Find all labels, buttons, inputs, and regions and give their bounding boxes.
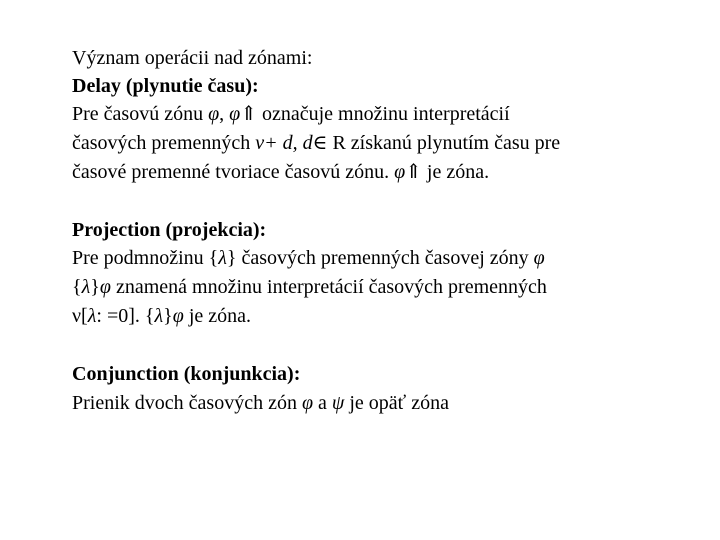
projection-text: } <box>90 276 100 298</box>
conjunction-heading: Conjunction (konjunkcia): <box>72 363 301 385</box>
phi-symbol: φ <box>172 305 184 327</box>
lambda-symbol: λ <box>218 247 227 269</box>
projection-text: Pre podmnožinu { <box>72 247 219 269</box>
conjunction-text: Prienik dvoch časových zón <box>72 392 302 414</box>
delay-text: R získanú plynutím času pre <box>327 132 561 154</box>
phi-up-symbol: φ⇑ <box>229 103 257 125</box>
lambda-symbol: λ <box>87 305 97 327</box>
delay-line-2 <box>72 131 560 155</box>
projection-text: znamená množinu interpretácií časových premenných <box>110 276 547 298</box>
projection-text: } časových premenných časovej zóny <box>226 247 534 269</box>
delay-text: je zóna. <box>421 161 490 183</box>
projection-text: : =0]. { <box>96 305 155 327</box>
nu-d-expression: ν+ d, d∈ <box>255 132 328 154</box>
projection-line-1 <box>72 246 545 270</box>
conjunction-text: a <box>313 392 332 414</box>
lambda-symbol: λ <box>154 305 164 327</box>
projection-text: je zóna. <box>183 305 252 327</box>
delay-text: , <box>219 103 230 125</box>
phi-symbol: φ <box>301 392 314 414</box>
intro-text: Význam operácii nad zónami: <box>72 47 313 69</box>
phi-symbol: φ <box>533 247 545 269</box>
delay-line-3 <box>72 160 489 184</box>
delay-text: označuje množinu interpretácií <box>256 103 510 125</box>
intro-line <box>72 46 312 70</box>
phi-symbol: φ <box>208 103 220 125</box>
conjunction-text: je opäť zóna <box>344 392 449 414</box>
projection-line-3 <box>72 304 251 328</box>
nu-symbol: ν <box>72 305 82 327</box>
projection-text: { <box>72 276 82 298</box>
delay-line-1 <box>72 102 510 126</box>
projection-text: [ <box>81 305 88 327</box>
conjunction-line-1 <box>72 391 449 415</box>
delay-heading: Delay (plynutie času): <box>72 75 259 97</box>
projection-heading: Projection (projekcia): <box>72 219 267 241</box>
phi-symbol: φ <box>99 276 111 298</box>
delay-text: Pre časovú zónu <box>72 103 209 125</box>
projection-text: } <box>163 305 173 327</box>
phi-up-symbol: φ⇑ <box>394 161 422 183</box>
delay-text: časových premenných <box>72 132 256 154</box>
psi-symbol: ψ <box>331 392 345 414</box>
delay-text: časové premenné tvoriace časovú zónu. <box>72 161 395 183</box>
projection-line-2 <box>72 275 547 299</box>
lambda-symbol: λ <box>81 276 91 298</box>
